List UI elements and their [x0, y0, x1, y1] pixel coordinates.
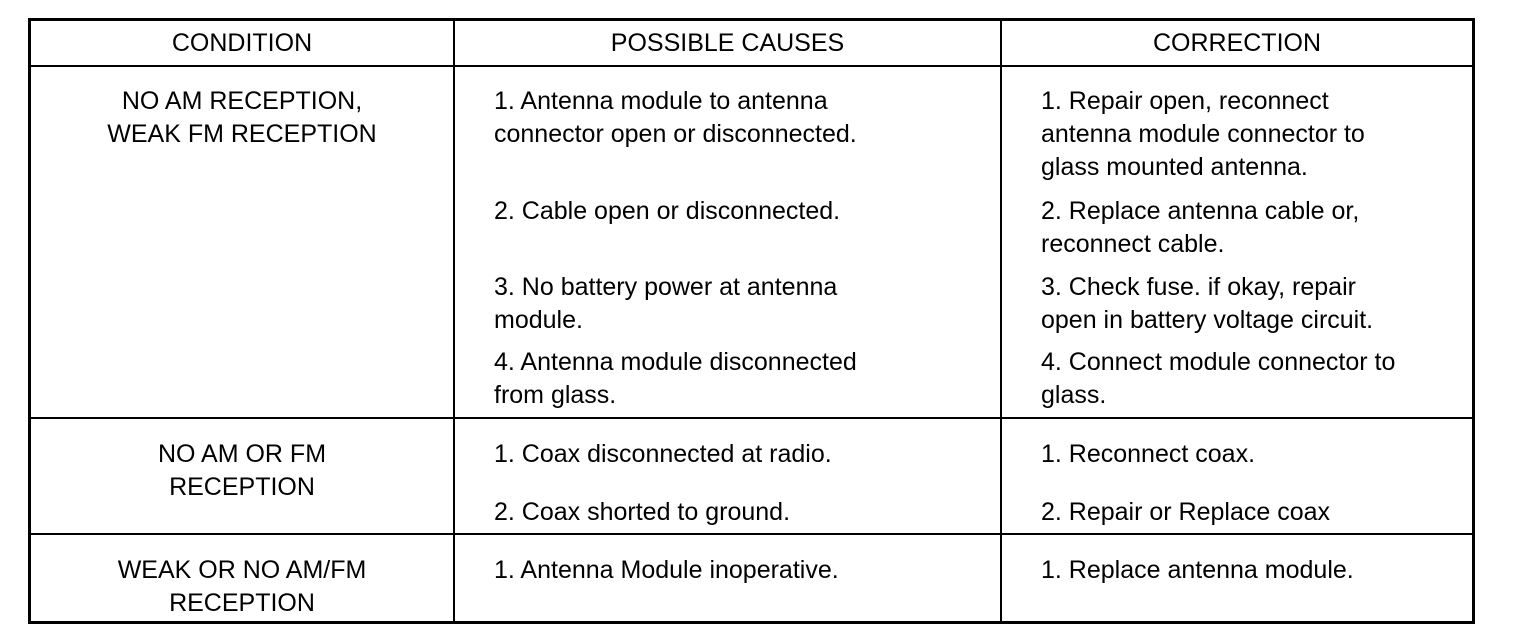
- header-correction: CORRECTION: [1152, 29, 1322, 57]
- correction-line: 1. Repair open, reconnect: [1041, 87, 1329, 115]
- correction-line: 1. Reconnect coax.: [1041, 440, 1256, 468]
- row-divider: [31, 417, 1472, 419]
- column-divider: [453, 21, 455, 621]
- header-condition: CONDITION: [171, 29, 313, 57]
- cause-line: 1. Coax disconnected at radio.: [494, 440, 832, 468]
- correction-line: 3. Check fuse. if okay, repair: [1041, 273, 1356, 301]
- cause-item: [494, 85, 857, 151]
- cause-item: [494, 496, 790, 529]
- cause-line: 3. No battery power at antenna: [494, 273, 838, 301]
- condition-cell: [31, 85, 453, 151]
- cause-item: [494, 554, 839, 587]
- cause-item: [494, 271, 837, 337]
- correction-line: 2. Replace antenna cable or,: [1041, 197, 1360, 225]
- condition-line: WEAK OR NO AM/FM: [117, 556, 367, 584]
- correction-line: 2. Repair or Replace coax: [1041, 498, 1331, 526]
- correction-item: [1041, 85, 1365, 184]
- condition-line: RECEPTION: [169, 473, 315, 501]
- diagnosis-table: [28, 18, 1475, 624]
- correction-line: glass.: [1041, 381, 1107, 409]
- condition-line: RECEPTION: [169, 589, 315, 617]
- correction-line: 1. Replace antenna module.: [1041, 556, 1354, 584]
- condition-line: NO AM RECEPTION,: [121, 87, 363, 115]
- correction-line: glass mounted antenna.: [1041, 153, 1308, 181]
- cause-line: 4. Antenna module disconnected: [494, 348, 857, 376]
- cause-item: [494, 438, 832, 471]
- correction-item: [1041, 271, 1373, 337]
- correction-item: [1041, 438, 1255, 471]
- cause-line: 2. Coax shorted to ground.: [494, 498, 791, 526]
- condition-cell: [31, 438, 453, 504]
- condition-line: NO AM OR FM: [157, 440, 327, 468]
- correction-item: [1041, 346, 1395, 412]
- correction-line: antenna module connector to: [1041, 120, 1365, 148]
- correction-line: open in battery voltage circuit.: [1041, 306, 1374, 334]
- header-possible-causes: POSSIBLE CAUSES: [610, 29, 845, 57]
- correction-item: [1041, 496, 1330, 529]
- column-divider: [1000, 21, 1002, 621]
- correction-line: reconnect cable.: [1041, 230, 1225, 258]
- condition-cell: [31, 554, 453, 620]
- cause-line: from glass.: [494, 381, 617, 409]
- row-divider: [31, 533, 1472, 535]
- condition-line: WEAK FM RECEPTION: [107, 120, 377, 148]
- correction-item: [1041, 195, 1359, 261]
- row-divider: [31, 65, 1472, 67]
- cause-line: connector open or disconnected.: [494, 120, 857, 148]
- correction-item: [1041, 554, 1354, 587]
- cause-line: 1. Antenna Module inoperative.: [494, 556, 839, 584]
- correction-line: 4. Connect module connector to: [1041, 348, 1396, 376]
- cause-line: 1. Antenna module to antenna: [494, 87, 828, 115]
- cause-line: 2. Cable open or disconnected.: [494, 197, 841, 225]
- cause-line: module.: [494, 306, 583, 334]
- cause-item: [494, 346, 857, 412]
- cause-item: [494, 195, 840, 228]
